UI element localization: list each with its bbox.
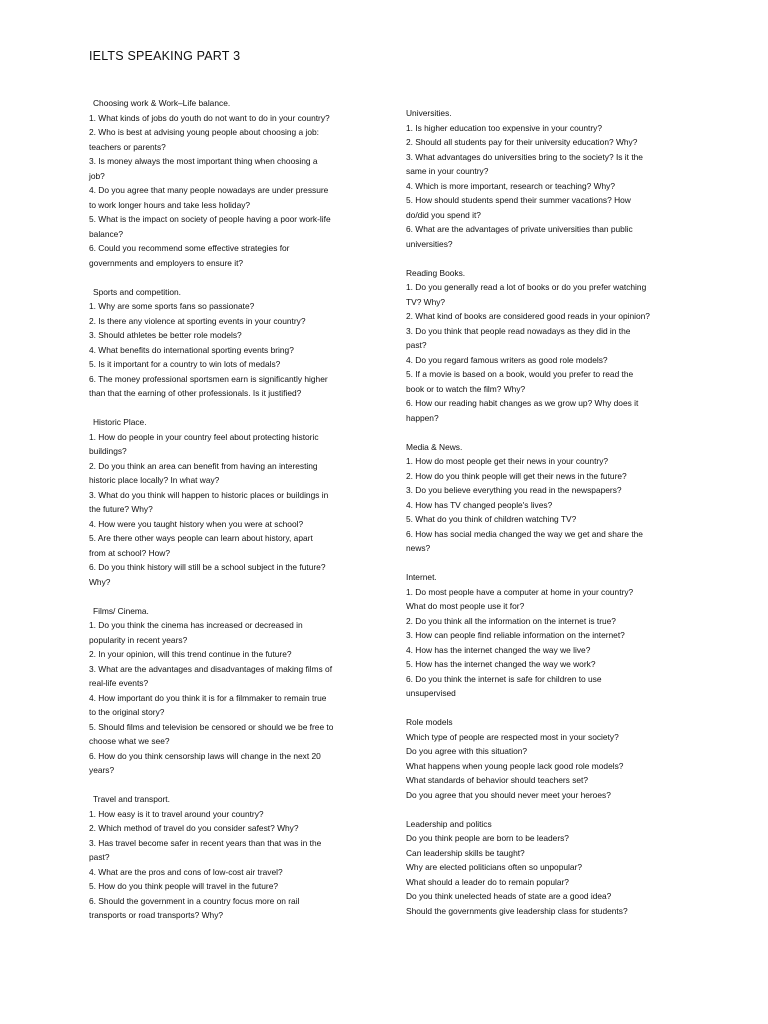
question-line: 1. Do you think the cinema has increased or decreased in <box>89 620 303 630</box>
question-line: past? <box>89 852 110 862</box>
question-line: unsupervised <box>406 688 456 698</box>
question-line: 6. What are the advantages of private universities than public <box>406 224 633 234</box>
question-line: 4. How were you taught history when you were at school? <box>89 518 304 529</box>
question-section <box>89 415 367 589</box>
question-line: 4. Do you regard famous writers as good role models? <box>406 354 608 365</box>
question-line: from at school? How? <box>89 547 170 558</box>
question-line: teachers or parents? <box>89 141 166 152</box>
question-line: 3. Has travel become safer in recent years than that was in the <box>89 837 322 848</box>
section-heading: Role models <box>406 717 453 727</box>
question-line: buildings? <box>89 446 127 456</box>
question-line: Why are elected politicians often so unpopular? <box>406 862 582 872</box>
section-heading: Sports and competition. <box>93 286 181 297</box>
question-line: 5. If a movie is based on a book, would you prefer to read the <box>406 369 634 379</box>
question-line: 2. Should all students pay for their university education? Why? <box>406 137 638 147</box>
question-line: 5. Is it important for a country to win lots of medals? <box>89 359 281 369</box>
question-line: 5. How should students spend their summer vacations? How <box>406 195 631 205</box>
question-line: 1. Do most people have a computer at home in your country? <box>406 586 634 597</box>
question-line: 6. Do you think history will still be a school subject in the future? <box>89 562 326 572</box>
question-line: Do you think unelected heads of state are a good idea? <box>406 891 612 901</box>
left-column <box>89 96 367 937</box>
question-line: book or to watch the film? Why? <box>406 383 526 394</box>
section-heading: Leadership and politics <box>406 818 492 829</box>
question-section <box>89 792 367 923</box>
question-section <box>406 570 691 701</box>
question-section <box>406 817 691 919</box>
question-line: 4. What are the pros and cons of low-cost air travel? <box>89 866 283 877</box>
question-line: Which type of people are respected most in your society? <box>406 731 619 742</box>
question-line: Do you agree that you should never meet your heroes? <box>406 789 611 800</box>
question-line: TV? Why? <box>406 296 446 307</box>
question-line: 5. What is the impact on society of people having a poor work-life <box>89 214 331 224</box>
question-line: 6. The money professional sportsmen earn is significantly higher <box>89 373 328 384</box>
question-line: Should the governments give leadership class for students? <box>406 905 628 916</box>
question-line: do/did you spend it? <box>406 209 481 220</box>
section-heading: Media & News. <box>406 441 463 452</box>
section-heading: Universities. <box>406 108 452 118</box>
question-line: Why? <box>89 576 111 587</box>
question-line: to work longer hours and take less holiday? <box>89 199 251 210</box>
question-line: 5. How do you think people will travel in the future? <box>89 881 279 891</box>
question-line: 4. How important do you think it is for a filmmaker to remain true <box>89 692 327 703</box>
question-line: What should a leader do to remain popular? <box>406 876 569 887</box>
question-line: 2. Which method of travel do you consider safest? Why? <box>89 823 299 833</box>
question-line: balance? <box>89 228 123 239</box>
question-line: 5. Should films and television be censored or should we be free to <box>89 721 334 732</box>
question-line: 3. What are the advantages and disadvantages of making films of <box>89 663 333 674</box>
question-line: 1. How do most people get their news in your country? <box>406 456 609 466</box>
question-line: real-life events? <box>89 678 149 688</box>
question-line: 6. Should the government in a country focus more on rail <box>89 895 300 906</box>
question-line: 2. In your opinion, will this trend continue in the future? <box>89 649 292 659</box>
question-line: 6. How do you think censorship laws will change in the next 20 <box>89 750 321 761</box>
question-line: What happens when young people lack good role models? <box>406 760 624 771</box>
question-line: 1. Do you generally read a lot of books or do you prefer watching <box>406 282 647 292</box>
question-line: to the original story? <box>89 707 165 717</box>
question-line: 3. What advantages do universities bring to the society? Is it the <box>406 151 643 162</box>
question-line: 3. How can people find reliable information on the internet? <box>406 630 625 640</box>
question-line: governments and employers to ensure it? <box>89 257 244 268</box>
question-line: 4. What benefits do international sporting events bring? <box>89 344 294 355</box>
question-line: 2. Do you think an area can benefit from having an interesting <box>89 460 318 471</box>
section-heading: Travel and transport. <box>93 794 170 804</box>
question-section <box>89 604 367 778</box>
question-line: 2. Do you think all the information on the internet is true? <box>406 615 616 626</box>
question-line: What do most people use it for? <box>406 601 525 611</box>
section-heading: Internet. <box>406 572 437 582</box>
question-line: choose what we see? <box>89 736 170 746</box>
section-heading: Historic Place. <box>93 417 147 427</box>
section-heading: Films/ Cinema. <box>93 605 149 616</box>
question-section <box>406 266 691 426</box>
question-line: the future? Why? <box>89 504 153 514</box>
page-title: IELTS SPEAKING PART 3 <box>89 49 241 63</box>
question-line: years? <box>89 765 115 775</box>
question-line: 3. Is money always the most important thing when choosing a <box>89 156 318 166</box>
question-line: happen? <box>406 412 439 423</box>
question-line: 5. What do you think of children watching TV? <box>406 514 577 524</box>
question-line: past? <box>406 340 427 350</box>
section-heading: Choosing work & Work–Life balance. <box>93 98 231 108</box>
question-line: historic place locally? In what way? <box>89 475 220 485</box>
question-line: than that the earning of other professionals. Is it justified? <box>89 388 302 398</box>
question-line: 1. What kinds of jobs do youth do not want to do in your country? <box>89 112 330 123</box>
question-section <box>406 106 691 251</box>
question-line: 2. Who is best at advising young people about choosing a job: <box>89 127 320 137</box>
question-line: 4. How has TV changed people's lives? <box>406 499 553 510</box>
question-line: Can leadership skills be taught? <box>406 847 525 858</box>
question-line: job? <box>89 170 105 181</box>
question-line: 6. How our reading habit changes as we grow up? Why does it <box>406 398 639 408</box>
question-section <box>406 715 691 802</box>
question-line: 1. Is higher education too expensive in your country? <box>406 122 603 133</box>
section-heading: Reading Books. <box>406 267 466 278</box>
question-section <box>406 440 691 556</box>
question-line: 6. How has social media changed the way we get and share the <box>406 528 643 539</box>
question-line: 2. Is there any violence at sporting events in your country? <box>89 315 306 326</box>
question-line: 4. Which is more important, research or teaching? Why? <box>406 180 615 191</box>
question-line: 3. Should athletes be better role models? <box>89 330 242 340</box>
question-line: 1. How easy is it to travel around your country? <box>89 808 264 819</box>
question-line: 6. Could you recommend some effective strategies for <box>89 243 290 253</box>
question-line: Do you agree with this situation? <box>406 746 528 756</box>
question-line: 1. How do people in your country feel about protecting historic <box>89 431 319 442</box>
question-line: transports or road transports? Why? <box>89 910 224 920</box>
question-line: 5. How has the internet changed the way we work? <box>406 659 596 669</box>
right-column <box>406 106 691 933</box>
question-line: What standards of behavior should teachers set? <box>406 775 589 785</box>
question-line: 3. Do you believe everything you read in the newspapers? <box>406 485 622 495</box>
question-line: 3. Do you think that people read nowadays as they did in the <box>406 325 631 336</box>
question-line: 5. Are there other ways people can learn about history, apart <box>89 533 313 543</box>
question-line: Do you think people are born to be leaders? <box>406 833 569 843</box>
question-line: 4. How has the internet changed the way we live? <box>406 644 591 655</box>
question-line: universities? <box>406 238 453 249</box>
question-line: news? <box>406 543 431 553</box>
question-line: 2. What kind of books are considered good reads in your opinion? <box>406 311 650 321</box>
question-line: 2. How do you think people will get their news in the future? <box>406 470 627 481</box>
question-line: 4. Do you agree that many people nowadays are under pressure <box>89 185 329 195</box>
question-line: popularity in recent years? <box>89 634 188 645</box>
question-line: 1. Why are some sports fans so passionate? <box>89 301 255 311</box>
question-section <box>89 285 367 401</box>
question-section <box>89 96 367 270</box>
question-line: same in your country? <box>406 166 489 176</box>
question-line: 3. What do you think will happen to historic places or buildings in <box>89 489 329 500</box>
question-line: 6. Do you think the internet is safe for children to use <box>406 673 602 684</box>
